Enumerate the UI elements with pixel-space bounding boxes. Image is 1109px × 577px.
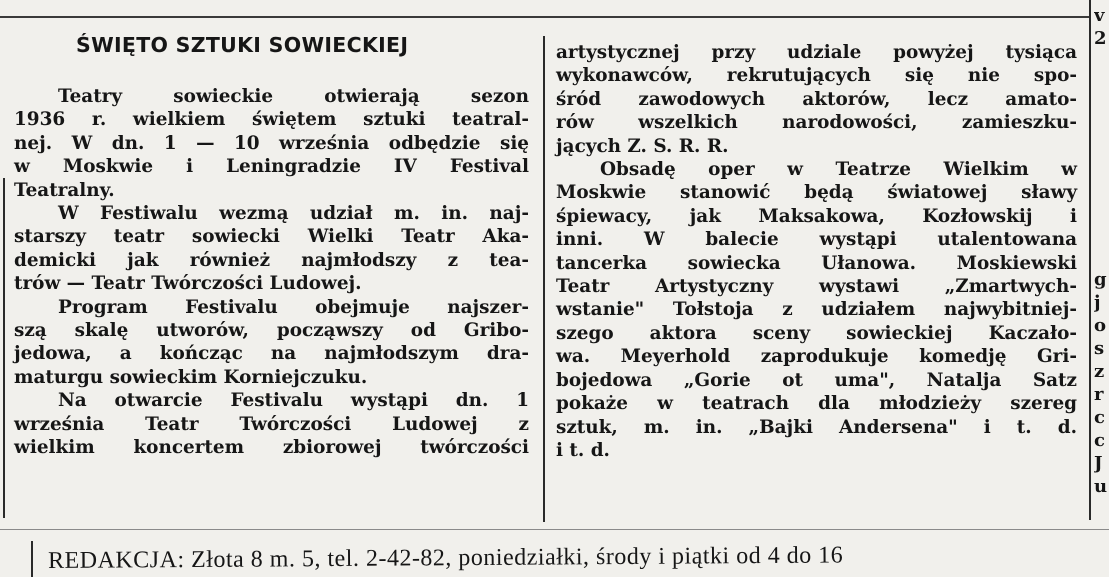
text-line: W Festiwalu wezmą udział m. in. naj- (58, 203, 529, 225)
edge-letter: J (1094, 453, 1103, 474)
edge-letter: v (1094, 5, 1105, 26)
text-line: śpiewacy, jak Maksakowa, Kozłowskij i (556, 205, 1077, 227)
text-line: jących Z. S. R. R. (556, 135, 729, 157)
edge-letter: c (1094, 430, 1105, 451)
text-line: i t. d. (556, 439, 610, 461)
text-line: Program Festivalu obejmuje najszer- (58, 296, 529, 318)
text-line: pokaże w teatrach dla młodzieży szereg (556, 393, 1077, 415)
text-line: starszy teatr sowiecki Wielki Teatr Aka- (14, 226, 529, 248)
edge-letter: z (1094, 361, 1105, 382)
text-line: Moskwie stanowić będą światowej sławy (556, 182, 1077, 204)
edge-letter: c (1094, 407, 1105, 428)
text-line: jedowa, a kończąc na najmłodszym dra- (14, 343, 529, 365)
text-line: wykonawców, rekrutujących się nie spo- (556, 65, 1077, 87)
edge-letter: g (1094, 269, 1107, 290)
text-line: wielkim koncertem zbiorowej twórczości (14, 437, 529, 459)
text-line: wstanie" Tołstoja z udziałem najwybitniej- (556, 299, 1077, 321)
text-line: Teatr Artystyczny wystawi „Zmartwych- (556, 276, 1077, 298)
text-line: Teatralny. (14, 179, 115, 201)
edge-fragment-bottom (1094, 268, 1109, 498)
text-line: szego aktora sceny sowieckiej Kaczało- (556, 322, 1077, 344)
text-line: w Moskwie i Leningradzie IV Festival (14, 156, 529, 178)
left-column (14, 85, 529, 460)
middle-column (556, 41, 1077, 462)
editorial-footer: REDAKCJA: Złota 8 m. 5, tel. 2-42-82, poniedziałki, środy i piątki od 4 do 16 (48, 542, 844, 574)
right-column-divider (1089, 0, 1091, 520)
edge-letter: r (1094, 384, 1104, 405)
text-line: września Teatr Twórczości Ludowej z (14, 413, 529, 435)
top-rule (0, 16, 1090, 18)
edge-letter: 2 (1094, 28, 1107, 49)
text-line: szą skalę utworów, począwszy od Gribo- (14, 320, 529, 342)
text-line: rów wszelkich narodowości, zamieszku- (556, 112, 1077, 134)
edge-letter: j (1094, 292, 1101, 313)
edge-letter: o (1094, 315, 1107, 336)
text-line: Teatry sowieckie otwierają sezon (58, 86, 529, 107)
text-line: artystycznej przy udziale powyżej tysiąca (556, 42, 1077, 63)
text-line: 1936 r. wielkiem świętem sztuki teatral- (14, 109, 529, 131)
footer-rule (31, 541, 33, 577)
text-line: bojedowa „Gorie ot uma", Natalja Satz (556, 369, 1077, 391)
text-line: Obsadę oper w Teatrze Wielkim w (600, 159, 1077, 181)
column-divider (543, 36, 545, 522)
text-line: tancerka sowiecka Ułanowa. Moskiewski (556, 252, 1077, 274)
text-line: nej. W dn. 1 — 10 września odbędzie się (14, 132, 529, 154)
edge-letter: u (1094, 476, 1108, 497)
bottom-rule (0, 529, 1109, 530)
edge-letter: s (1094, 338, 1105, 359)
text-line: maturgu sowieckim Korniejczuku. (14, 366, 368, 388)
text-line: sztuk, m. in. „Bajki Andersena" i t. d. (556, 416, 1077, 438)
text-line: wa. Meyerhold zaprodukuje komedję Gri- (556, 346, 1077, 368)
article-title: ŚWIĘTO SZTUKI SOWIECKIEJ (76, 33, 409, 57)
edge-fragment-top (1094, 4, 1109, 50)
text-line: śród zawodowych aktorów, lecz amato- (556, 88, 1077, 110)
left-column-rule (3, 178, 5, 518)
text-line: inni. W balecie wystąpi utalentowana (556, 229, 1077, 251)
text-line: demicki jak również najmłodszy z tea- (14, 249, 529, 271)
text-line: trów — Teatr Twórczości Ludowej. (14, 273, 362, 295)
text-line: Na otwarcie Festivalu wystąpi dn. 1 (58, 390, 529, 412)
